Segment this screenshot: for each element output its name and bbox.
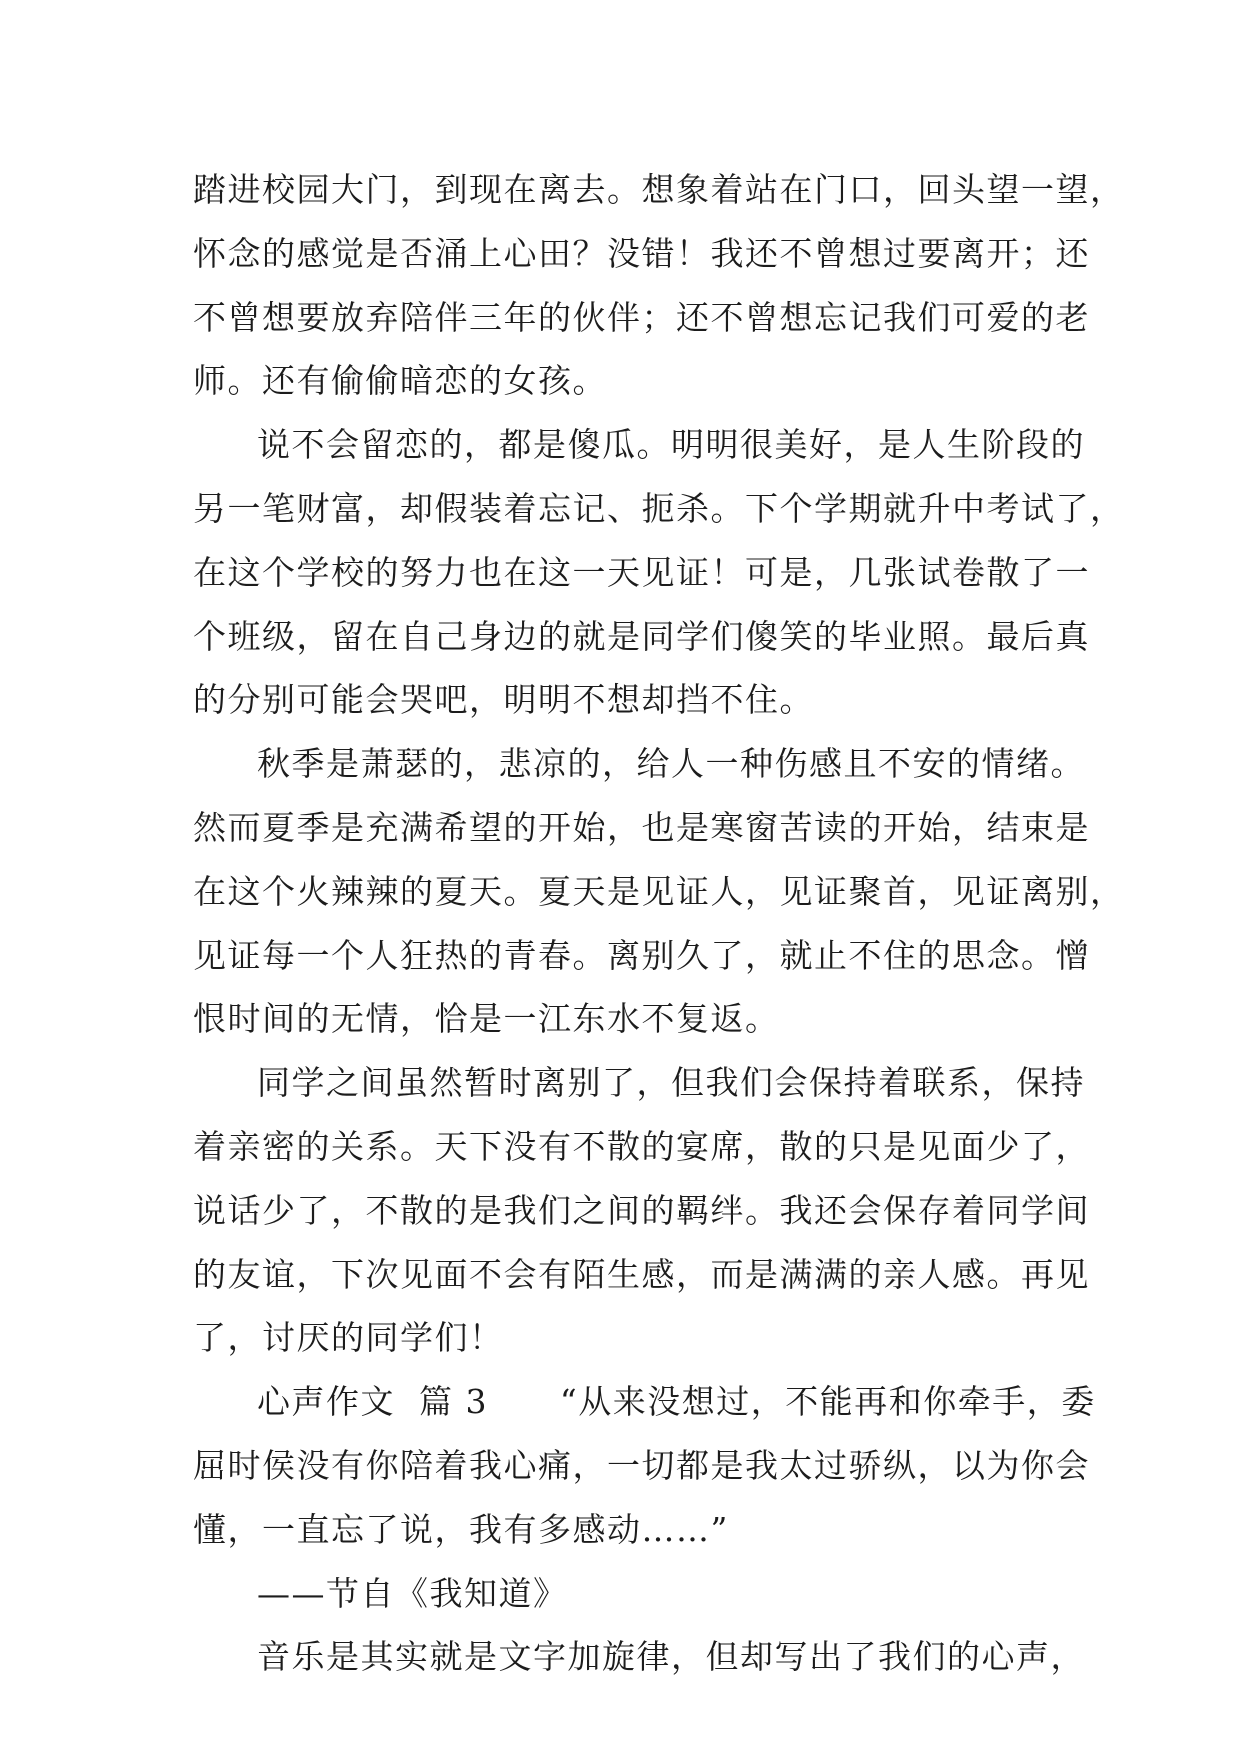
text-line: 着亲密的关系。天下没有不散的宴席，散的只是见面少了，	[193, 1126, 1090, 1166]
quote-source-line: ——节自《我知道》	[257, 1573, 568, 1613]
paragraph-start-line: 秋季是萧瑟的，悲凉的，给人一种伤感且不安的情绪。	[257, 744, 1085, 784]
text-line: 恨时间的无情，恰是一江东水不复返。	[193, 999, 780, 1039]
text-line: 踏进校园大门，到现在离去。想象着站在门口，回头望一望，	[193, 170, 1125, 209]
text-line: 见证每一个人狂热的青春。离别久了，就止不住的思念。憎	[193, 935, 1090, 975]
paragraph-start-line: 说不会留恋的，都是傻瓜。明明很美好，是人生阶段的	[257, 425, 1085, 465]
text-line: 在这个火辣辣的夏天。夏天是见证人，见证聚首，见证离别，	[193, 871, 1125, 911]
text-line: 屈时侯没有你陪着我心痛，一切都是我太过骄纵，以为你会	[193, 1445, 1090, 1485]
text-line: 另一笔财富，却假装着忘记、扼杀。下个学期就升中考试了，	[193, 488, 1125, 528]
text-line: 个班级，留在自己身边的就是同学们傻笑的毕业照。最后真	[193, 616, 1090, 656]
paragraph-start-line: 同学之间虽然暂时离别了，但我们会保持着联系，保持	[257, 1063, 1085, 1103]
text-line: 说话少了，不散的是我们之间的羁绊。我还会保存着同学间	[193, 1190, 1090, 1230]
paragraph-start-line: 音乐是其实就是文字加旋律，但却写出了我们的心声，	[257, 1637, 1085, 1677]
section-heading-line: 心声作文 篇 3 “从来没想过，不能再和你牵手，委	[257, 1382, 1096, 1422]
text-line: 然而夏季是充满希望的开始，也是寒窗苦读的开始，结束是	[193, 807, 1090, 847]
essay-text	[193, 158, 1125, 1689]
text-line: 不曾想要放弃陪伴三年的伙伴；还不曾想忘记我们可爱的老	[193, 297, 1090, 337]
text-line: 在这个学校的努力也在这一天见证！可是，几张试卷散了一	[193, 552, 1090, 592]
text-line: 懂，一直忘了说，我有多感动……”	[193, 1509, 729, 1549]
text-line: 的分别可能会哭吧，明明不想却挡不住。	[193, 680, 814, 720]
text-line: 的友谊，下次见面不会有陌生感，而是满满的亲人感。再见	[193, 1254, 1090, 1294]
text-line: 怀念的感觉是否涌上心田？没错！我还不曾想过要离开；还	[193, 233, 1090, 273]
text-line: 师。还有偷偷暗恋的女孩。	[193, 361, 607, 401]
text-line: 了，讨厌的同学们！	[193, 1318, 504, 1358]
